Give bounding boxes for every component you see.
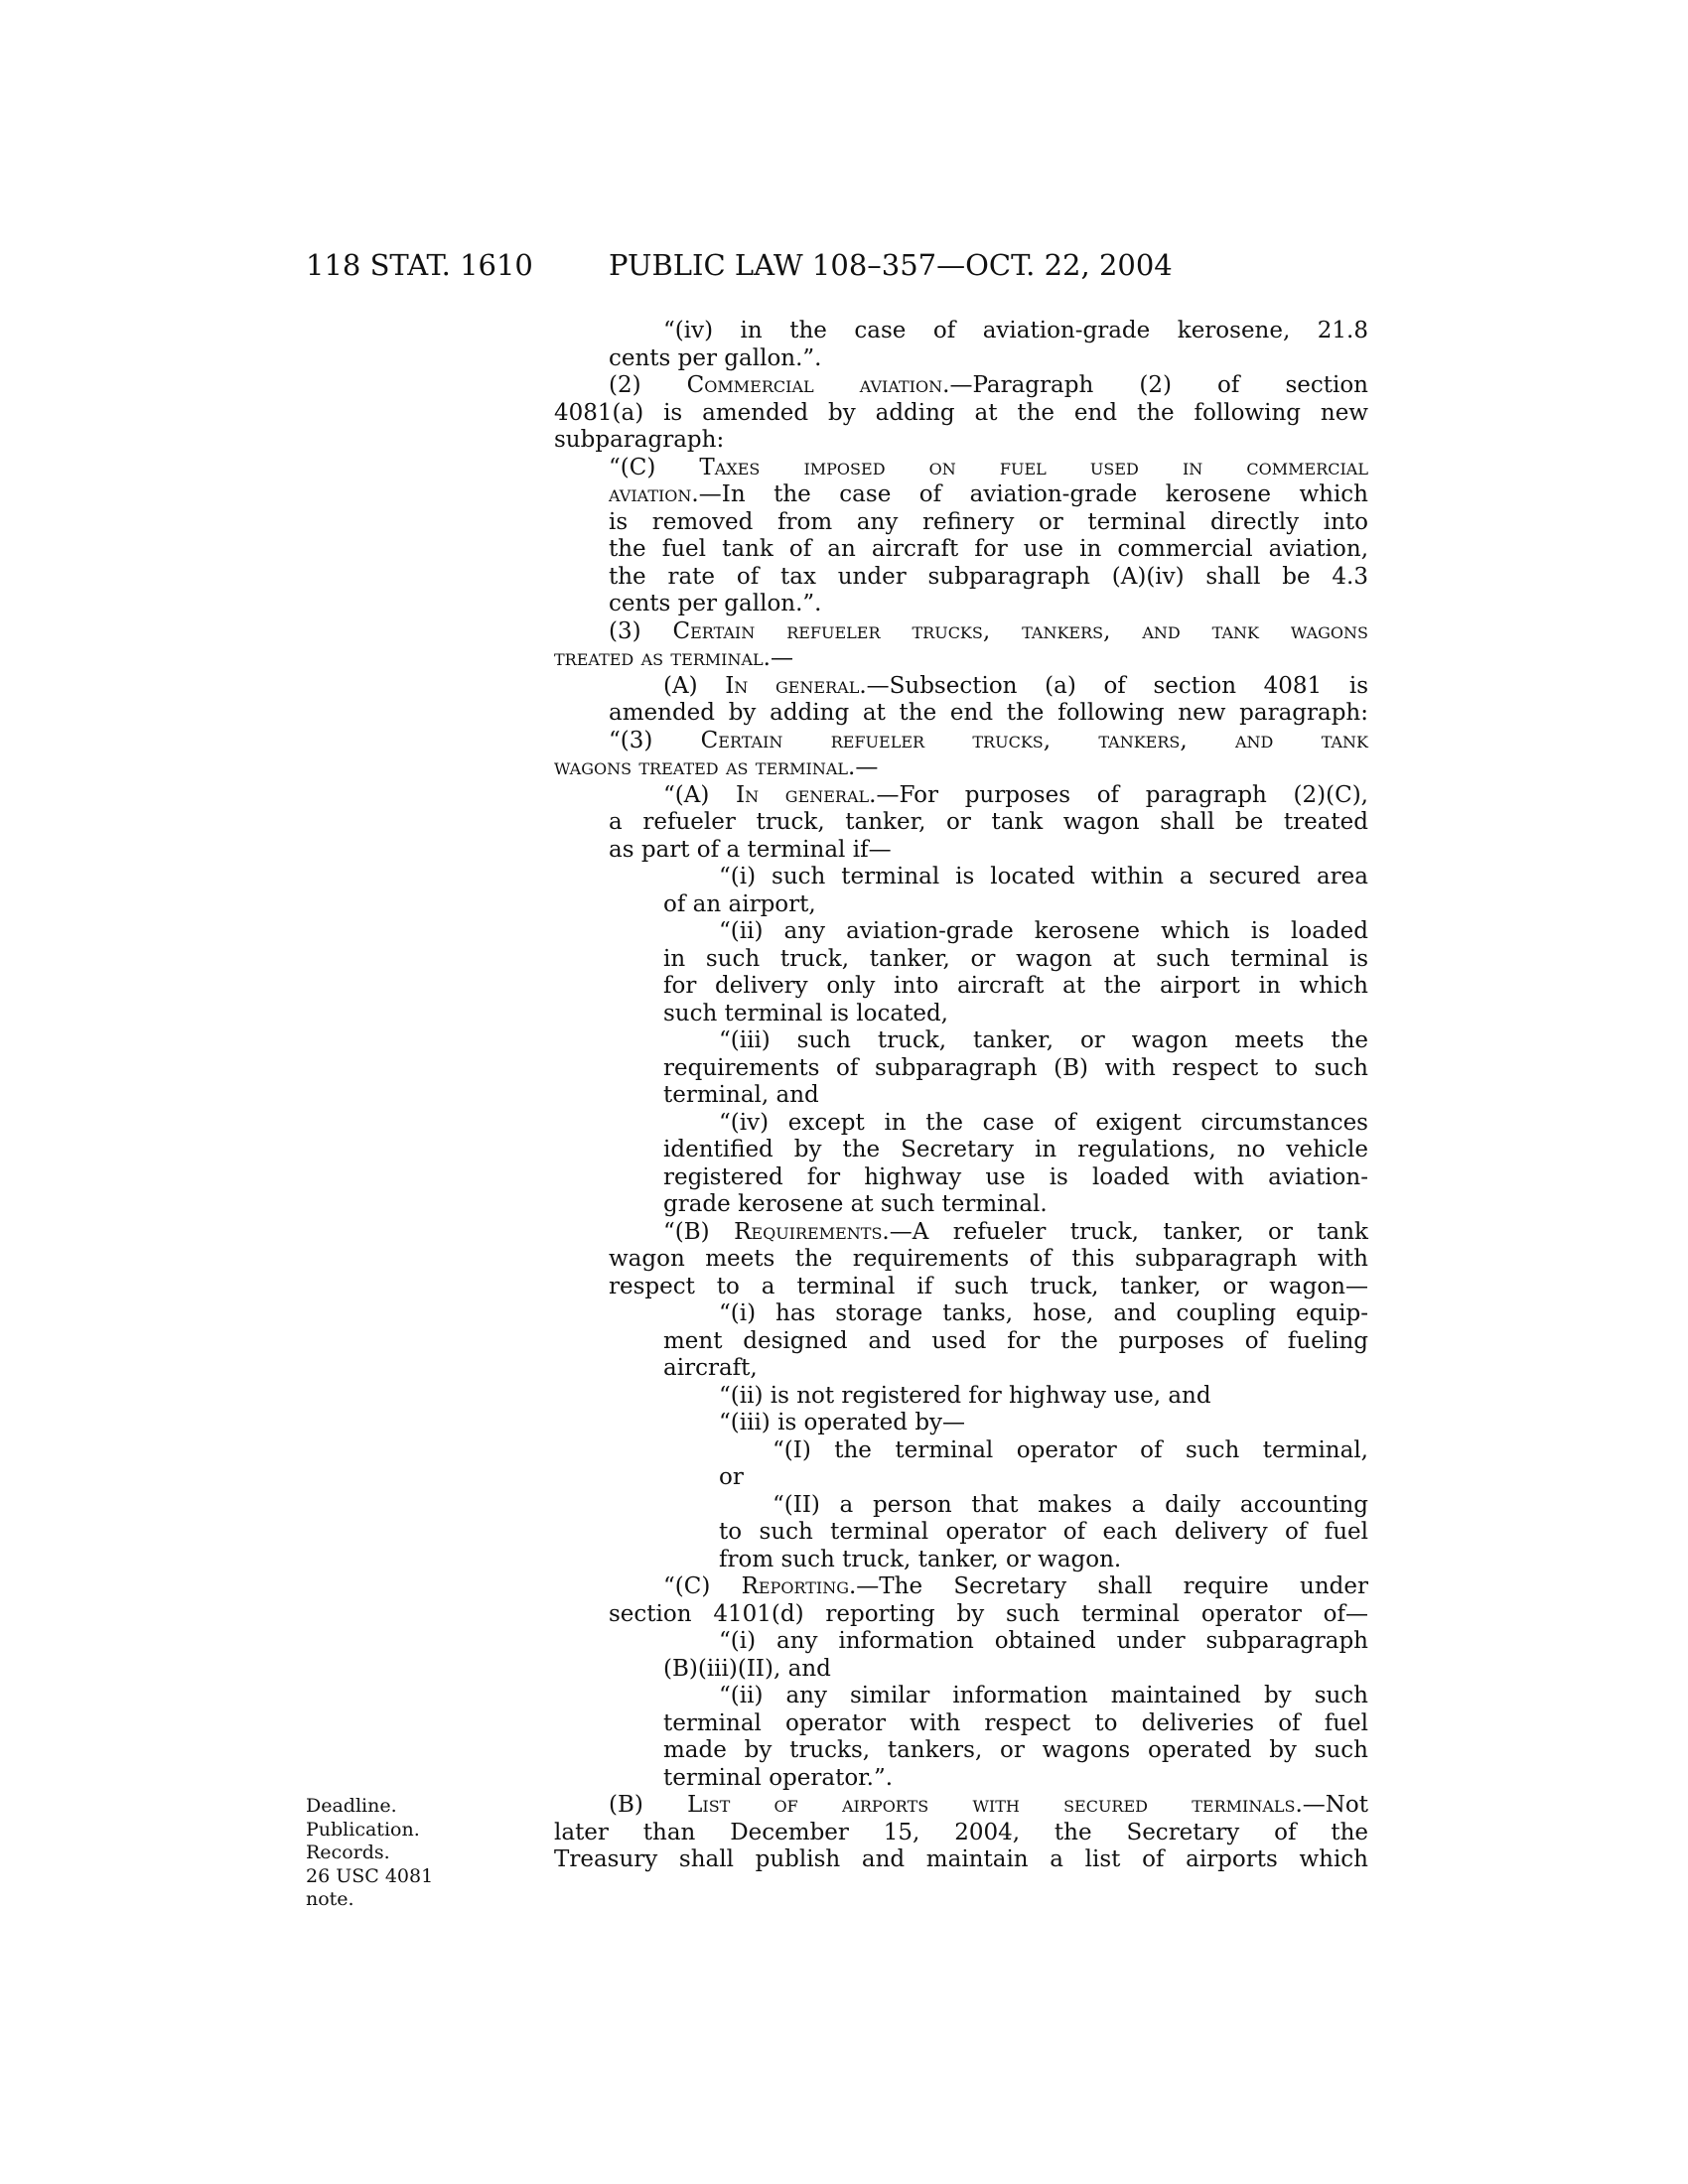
text-segment: —A refueler truck, tanker, or tank [889,1218,1368,1245]
text-segment: terminal operator.”. [663,1764,894,1791]
heading-small-caps: aviation. [609,481,699,507]
text-segment: (3) [609,617,673,644]
text-segment: cents per gallon.”. [609,344,822,371]
page-stat-citation: 118 STAT. 1610 [306,248,533,282]
margin-note: Publication. [306,1818,420,1841]
text-line [609,837,1368,865]
text-line [719,1110,1368,1138]
text-segment: cents per gallon.”. [609,591,822,616]
text-segment: “(II) a person that makes a daily accounting [773,1491,1368,1518]
text-line [719,1519,1368,1547]
text-segment: wagon meets the requirements of this subparagraph with [609,1246,1368,1272]
text-line [663,1219,1368,1247]
heading-small-caps: Requirements. [734,1218,890,1245]
text-segment: the rate of tax under subparagraph (A)(iv) shall be 4.3 [609,563,1368,590]
heading-small-caps: In general. [736,781,877,808]
text-segment: —The Secretary shall require under [856,1573,1368,1599]
text-segment: ment designed and used for the purposes of fueling [663,1327,1368,1354]
text-segment: —For purposes of paragraph (2)(C), [876,781,1368,808]
text-line [663,1573,1368,1601]
text-segment: “(B) [663,1218,735,1245]
text-segment: “(I) the terminal operator of such terminal, [773,1436,1368,1463]
text-line [609,700,1368,728]
text-line [609,618,1368,646]
text-line [719,864,1368,891]
text-segment: (A) [663,672,726,699]
text-segment: “(iv) except in the case of exigent circumstances [719,1109,1368,1136]
heading-small-caps: Taxes imposed on fuel used in commercial [699,454,1368,480]
text-segment: made by trucks, tankers, or wagons operated by such [663,1737,1368,1763]
text-segment: a refueler truck, tanker, or tank wagon shall be treated [609,809,1368,835]
text-line [773,1492,1368,1520]
heading-small-caps: List of airports with secured terminals. [687,1792,1303,1818]
text-line [663,973,1368,1001]
text-line [609,1792,1368,1820]
text-line [663,1355,1368,1383]
heading-small-caps: wagons treated as terminal. [554,754,856,780]
heading-small-caps: Commercial aviation. [686,372,950,398]
text-line [663,1001,1368,1028]
heading-small-caps: Certain refueler trucks, tankers, and tank wagons [672,617,1368,644]
text-line [663,1765,1368,1793]
text-segment: later than December 15, 2004, the Secretary of the [554,1819,1368,1845]
text-segment: “(ii) any similar information maintained by such [719,1683,1368,1708]
text-line [719,1410,1368,1437]
text-segment: “(A) [663,781,737,808]
text-segment: “(C) [663,1573,742,1599]
text-segment: “(iii) is operated by— [719,1410,966,1435]
text-segment: “(i) has storage tanks, hose, and coupling equip- [719,1300,1368,1326]
text-segment: “(iii) such truck, tanker, or wagon meets the [719,1027,1368,1053]
text-segment: “(3) [609,727,701,753]
text-segment: requirements of subparagraph (B) with respect to such [663,1054,1368,1081]
text-line [719,1683,1368,1710]
text-segment: identified by the Secretary in regulations, no vehicle [663,1137,1368,1162]
text-line [719,1383,1368,1411]
text-line [663,1191,1368,1219]
text-segment: such terminal is located, [663,1000,948,1026]
text-segment: aircraft, [663,1355,758,1381]
text-segment: —Not [1302,1792,1368,1818]
text-segment: “(i) any information obtained under subparagraph [719,1628,1368,1654]
text-segment: —In the case of aviation-grade kerosene which [698,481,1368,507]
text-segment: “(ii) is not registered for highway use, and [719,1382,1211,1409]
text-segment: “(C) [609,454,700,480]
text-segment: — [855,754,879,780]
text-segment: respect to a terminal if such truck, tanker, or wagon— [609,1273,1368,1299]
text-segment: from such truck, tanker, or wagon. [719,1546,1122,1572]
text-line [609,536,1368,564]
text-segment: (B) [609,1792,688,1818]
text-segment: terminal, and [663,1082,819,1108]
text-line [719,1027,1368,1055]
text-line [609,481,1368,509]
text-segment: for delivery only into aircraft at the airport in which [663,973,1368,999]
text-line [663,946,1368,974]
text-segment: — [771,645,793,671]
margin-note: note. [306,1888,354,1910]
text-line [663,782,1368,810]
text-segment: Treasury shall publish and maintain a list of airports which [554,1846,1368,1872]
text-segment: “(i) such terminal is located within a secured area [719,864,1368,889]
text-line [663,1710,1368,1738]
margin-note: Records. [306,1842,390,1863]
text-segment: —Paragraph (2) of section [949,372,1368,398]
text-line [554,1820,1368,1847]
text-line [609,372,1368,400]
text-line [663,318,1368,345]
margin-notes [306,1795,433,1912]
text-line [719,918,1368,946]
text-segment: —Subsection (a) of section 4081 is [866,672,1369,699]
text-segment: “(iv) in the case of aviation-grade kerosene, 21.8 [663,318,1368,343]
text-line [609,728,1368,755]
running-head-title: PUBLIC LAW 108–357—OCT. 22, 2004 [609,248,1173,282]
text-line [663,673,1368,701]
text-line [609,455,1368,482]
text-segment: (2) [609,372,687,398]
heading-small-caps: Certain refueler trucks, tankers, and tank [700,727,1368,753]
text-segment: “(ii) any aviation-grade kerosene which is loaded [719,918,1368,944]
text-segment: registered for highway use is loaded with aviation- [663,1163,1368,1190]
text-line [663,1082,1368,1110]
text-segment: the fuel tank of an aircraft for use in commercial aviation, [609,536,1368,562]
text-segment: is removed from any refinery or terminal directly into [609,508,1368,535]
text-segment: 4081(a) is amended by adding at the end the following new [554,399,1368,426]
text-segment: of an airport, [663,890,816,917]
text-segment: section 4101(d) reporting by such terminal operator of— [609,1600,1368,1627]
margin-note: Deadline. [306,1795,397,1817]
text-line [609,1246,1368,1274]
text-line [554,427,1368,455]
text-line [663,1328,1368,1356]
heading-small-caps: treated as terminal. [554,645,771,671]
text-line [609,591,1368,618]
text-line [554,1846,1368,1874]
text-segment: grade kerosene at such terminal. [663,1191,1048,1217]
text-line [609,809,1368,837]
text-segment: subparagraph: [554,427,725,453]
text-line [719,1547,1368,1574]
text-line [609,1274,1368,1301]
text-line [773,1437,1368,1465]
text-line [719,1628,1368,1656]
heading-small-caps: Reporting. [741,1573,857,1599]
text-segment: amended by adding at the end the following new paragraph: [609,700,1368,726]
text-line [554,400,1368,428]
text-segment: in such truck, tanker, or wagon at such terminal is [663,945,1368,972]
text-segment: terminal operator with respect to deliveries of fuel [663,1709,1368,1736]
text-segment: or [719,1464,744,1490]
text-segment: as part of a terminal if— [609,836,892,863]
text-segment: (B)(iii)(II), and [663,1655,831,1682]
text-line [663,1137,1368,1164]
text-line [663,1737,1368,1765]
text-line [609,345,1368,373]
text-line [609,1601,1368,1629]
text-line [719,1300,1368,1328]
text-line [663,891,1368,919]
text-line [663,1164,1368,1192]
text-segment: to such terminal operator of each delivery of fuel [719,1519,1368,1545]
text-line [554,645,1368,673]
text-line [719,1464,1368,1492]
text-line [663,1055,1368,1083]
heading-small-caps: In general. [725,672,867,699]
text-line [609,564,1368,592]
text-line [554,754,1368,782]
text-line [609,509,1368,537]
text-line [663,1656,1368,1684]
margin-note: 26 USC 4081 [306,1864,434,1887]
